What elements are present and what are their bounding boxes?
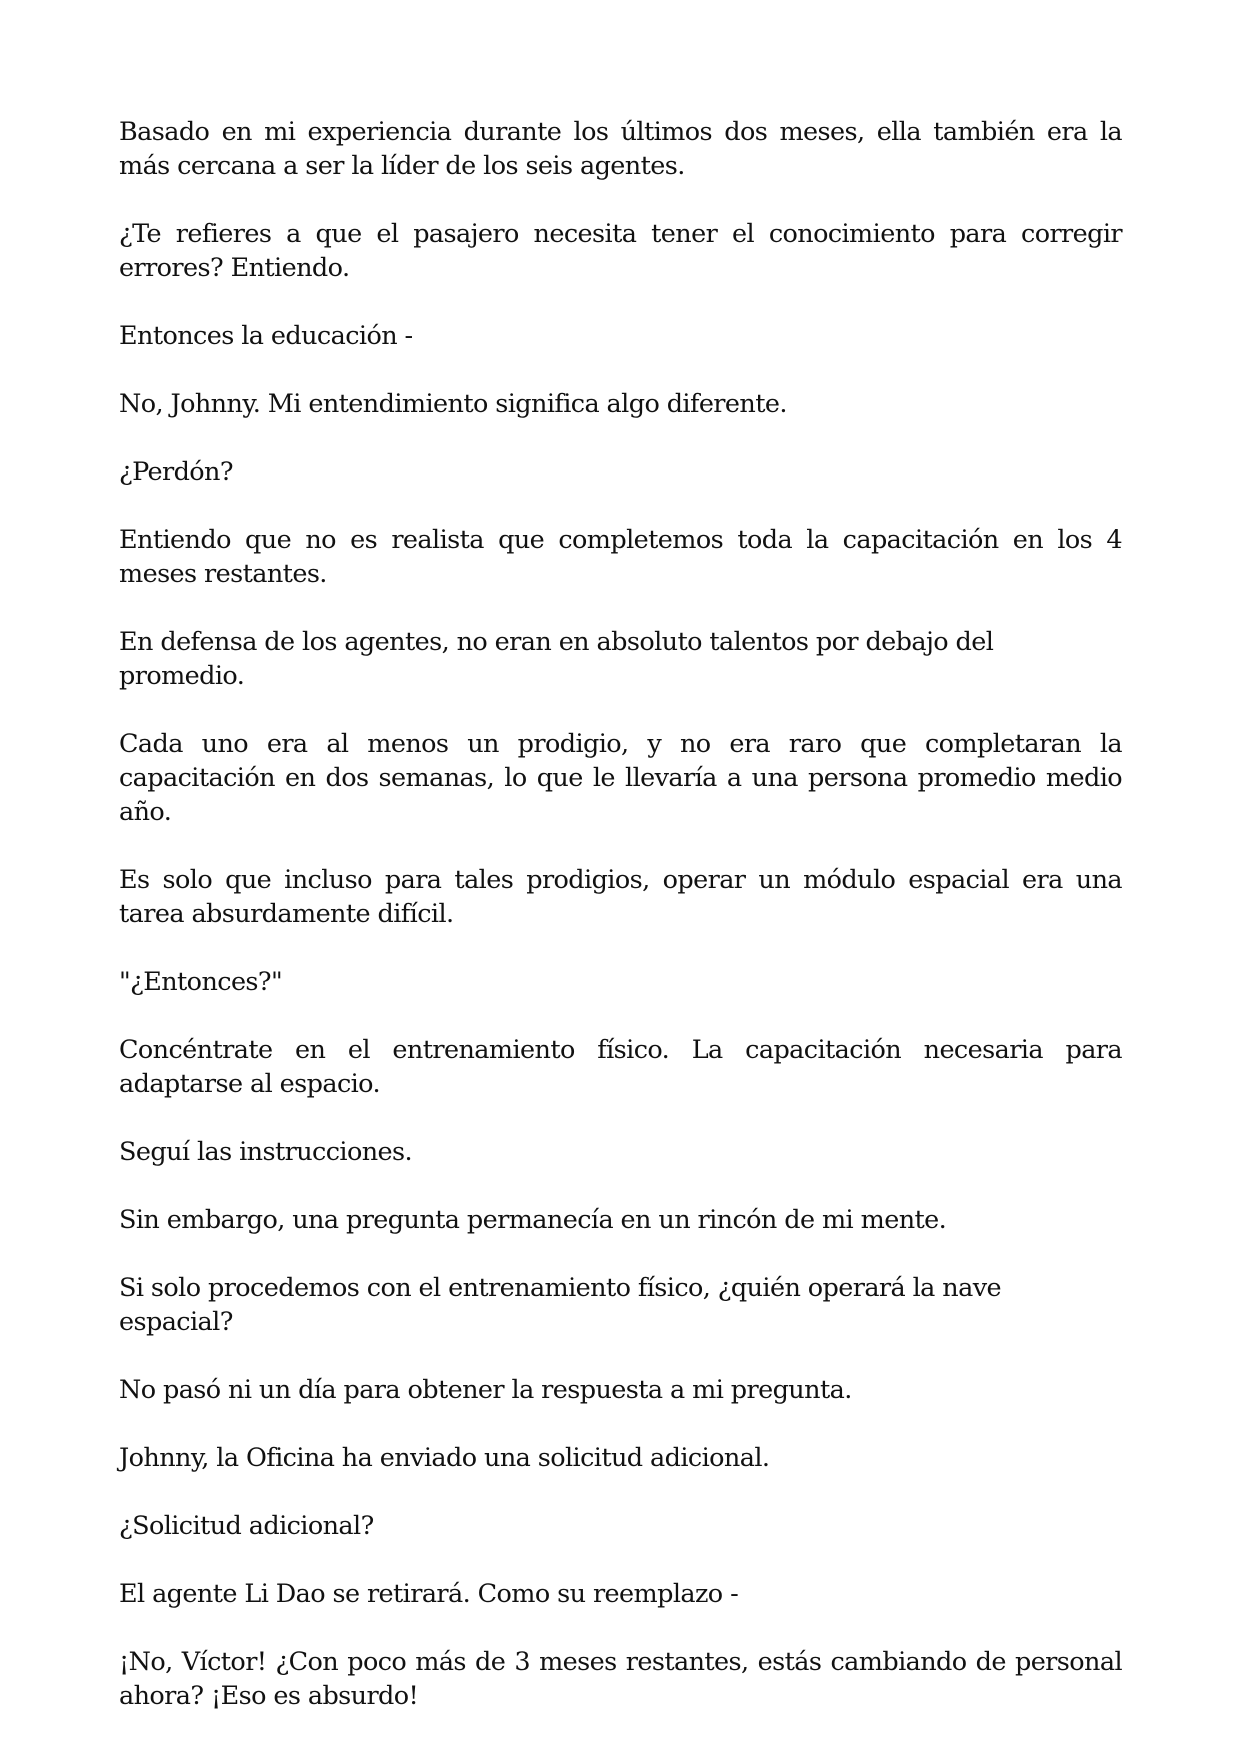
paragraph: Johnny, la Oficina ha enviado una solicitud adicional. [119,1443,770,1473]
paragraph: Concéntrate en el entrenamiento físico. La capacitación necesaria para adaptarse al espacio. [119,1035,1122,1099]
paragraph: Si solo procedemos con el entrenamiento físico, ¿quién operará la nave espacial? [119,1273,1002,1337]
paragraph: ¿Perdón? [119,457,233,487]
paragraph: Entonces la educación - [119,321,413,351]
paragraph: ¡No, Víctor! ¿Con poco más de 3 meses restantes, estás cambiando de personal ahora? ¡Eso es absurdo! [119,1647,1122,1711]
paragraph: Entiendo que no es realista que completemos toda la capacitación en los 4 meses restantes. [119,525,1122,589]
paragraph: Basado en mi experiencia durante los últimos dos meses, ella también era la más cercana a ser la líder de los seis agentes. [119,117,1122,181]
document-page [119,115,1122,1747]
paragraph: No, Johnny. Mi entendimiento significa algo diferente. [119,389,787,419]
paragraph: Cada uno era al menos un prodigio, y no era raro que completaran la capacitación en dos semanas, lo que le llevaría a una persona promedio medio año. [119,729,1122,827]
paragraph: ¿Te refieres a que el pasajero necesita tener el conocimiento para corregir errores? Entiendo. [119,219,1122,283]
paragraph: No pasó ni un día para obtener la respuesta a mi pregunta. [119,1375,852,1405]
paragraph: Seguí las instrucciones. [119,1137,413,1167]
paragraph: El agente Li Dao se retirará. Como su reemplazo - [119,1579,739,1609]
paragraph: Es solo que incluso para tales prodigios, operar un módulo espacial era una tarea absurdamente difícil. [119,865,1122,929]
paragraph: Sin embargo, una pregunta permanecía en un rincón de mi mente. [119,1205,947,1235]
paragraph: ¿Solicitud adicional? [119,1511,374,1541]
paragraph: En defensa de los agentes, no eran en absoluto talentos por debajo del promedio. [119,627,994,691]
paragraph: "¿Entonces?" [119,967,283,997]
